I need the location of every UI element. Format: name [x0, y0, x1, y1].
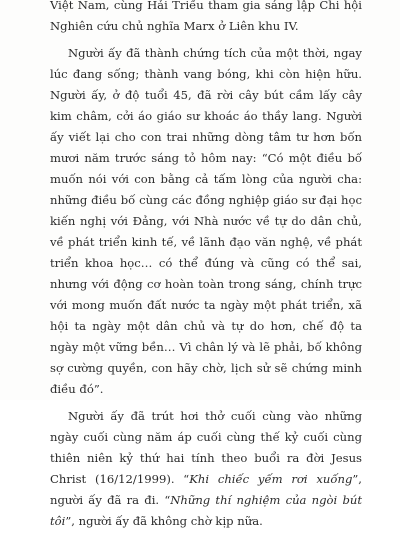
paragraph-2 [50, 43, 362, 400]
book-title-nhung-thi-nghiem: Những thí nghiệm của ngòi bút tôi [50, 493, 362, 528]
paragraph-1-text: Việt Nam, cùng Hải Triều tham gia sáng lập Chi hội Nghiên cứu chủ nghĩa Marx ở Liên khu IV. [50, 0, 362, 33]
body-text [50, 0, 362, 538]
paragraph-1 [50, 0, 362, 37]
book-title-khi-chiec-yem: Khi chiếc yếm rơi xuống [189, 472, 353, 486]
paragraph-3-text-a: Người ấy đã trút hơi thở cuối cùng vào những ngày cuối cùng năm áp cuối cùng thế kỷ cuối cùng thiên niên kỷ thứ hai tính theo buổi ra đời Jesus Christ (16/12/1999). “ [50, 409, 362, 486]
paragraph-3-text-c: ”, người ấy đã không chờ kịp nữa. [65, 514, 263, 528]
paragraph-3 [50, 406, 362, 532]
paragraph-3-text-b: ”, người ấy đã ra đi. “ [50, 472, 362, 507]
paragraph-2-text: Người ấy đã thành chứng tích của một thời, ngay lúc đang sống; thành vang bóng, khi còn hiện hữu. Người ấy, ở độ tuổi 45, đã rời cây bút cầm lấy cây kim châm, cởi áo giáo sư khoác áo thầy lang. Người ấy viết lại cho con trai những dòng tâm tư hơn bốn mươi năm trước sáng tỏ hôm nay: “Có một điều bố muốn nói với con bằng cả tấm lòng của người cha: những điều bố cùng các đồng nghiệp giáo sư đại học kiến nghị với Đảng, với Nhà nước về tự do dân chủ, về phát triển kinh tế, về lãnh đạo văn nghệ, về phát triển khoa học… có thể đúng và cũng có thể sai, nhưng với động cơ hoàn toàn trong sáng, chính trực với mong muốn đất nước ta ngày một phát triển, xã hội ta ngày một dân chủ và tự do hơn, chế độ ta ngày một vững bền… Vì chân lý và lẽ phải, bố không sợ cường quyền, con hãy chờ, lịch sử sẽ chứng minh điều đó”. [50, 46, 362, 396]
